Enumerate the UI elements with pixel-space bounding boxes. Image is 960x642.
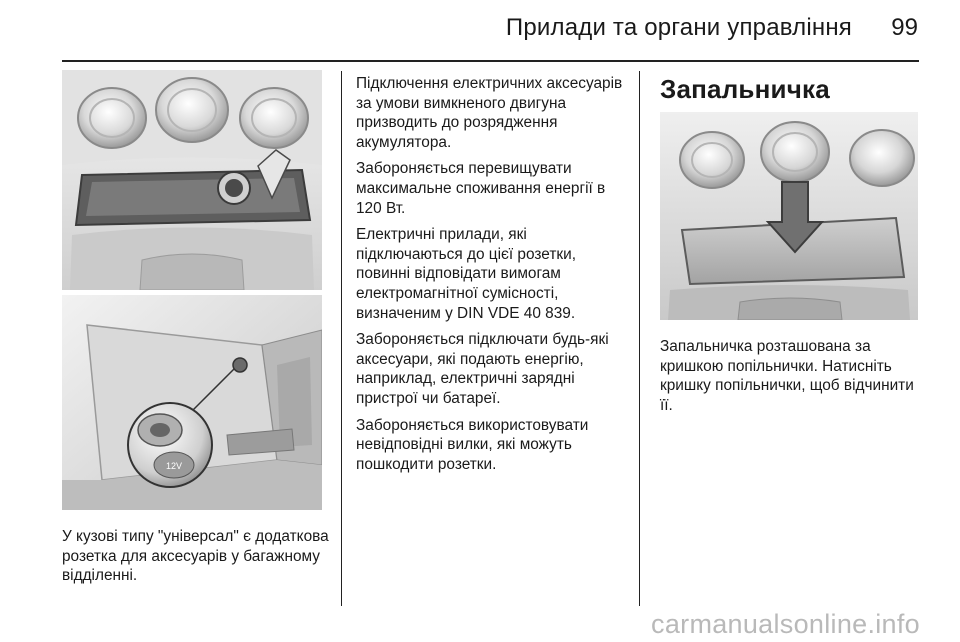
socket-label: 12V	[166, 461, 183, 471]
paragraph-max-power: Забороняється перевищувати максимальне споживання енергії в 120 Вт.	[356, 160, 606, 217]
figure-trunk-socket	[62, 295, 322, 510]
paragraph-emc: Електричні прилади, які підключаються до цієї розетки, повинні відповідати вимогам електромагнітної сумісності, визначеним у DIN VDE 40 839.	[356, 226, 576, 322]
socket-info-column	[356, 74, 628, 481]
figure-console-socket	[62, 70, 322, 290]
figure-lighter	[660, 112, 918, 320]
column-divider-left	[341, 71, 342, 606]
page-header-title: Прилади та органи управління	[505, 14, 852, 41]
paragraph-discharge: Підключення електричних аксесуарів за умови вимкненого двигуна призводить до розрядження акумулятора.	[356, 75, 623, 151]
column-divider-right	[639, 71, 640, 606]
section-heading-lighter: Запальничка	[660, 74, 830, 104]
watermark: carmanualsonline.info	[651, 609, 920, 639]
header-rule	[62, 60, 919, 62]
trunk-socket-caption: У кузові типу "універсал" є додаткова розетка для аксесуарів у багажному відділенні.	[62, 528, 329, 585]
paragraph-no-chargers: Забороняється підключати будь-які аксесуари, які подають енергію, наприклад, електричні зарядні пристрої чи батареї.	[356, 331, 609, 407]
lighter-caption: Запальничка розташована за кришкою попільнички. Натисніть кришку попільнички, щоб відчинити її.	[660, 338, 914, 414]
paragraph-unsuitable-plugs: Забороняється використовувати невідповідні вилки, які можуть пошкодити розетки.	[356, 416, 589, 473]
page-number: 99	[891, 14, 918, 41]
